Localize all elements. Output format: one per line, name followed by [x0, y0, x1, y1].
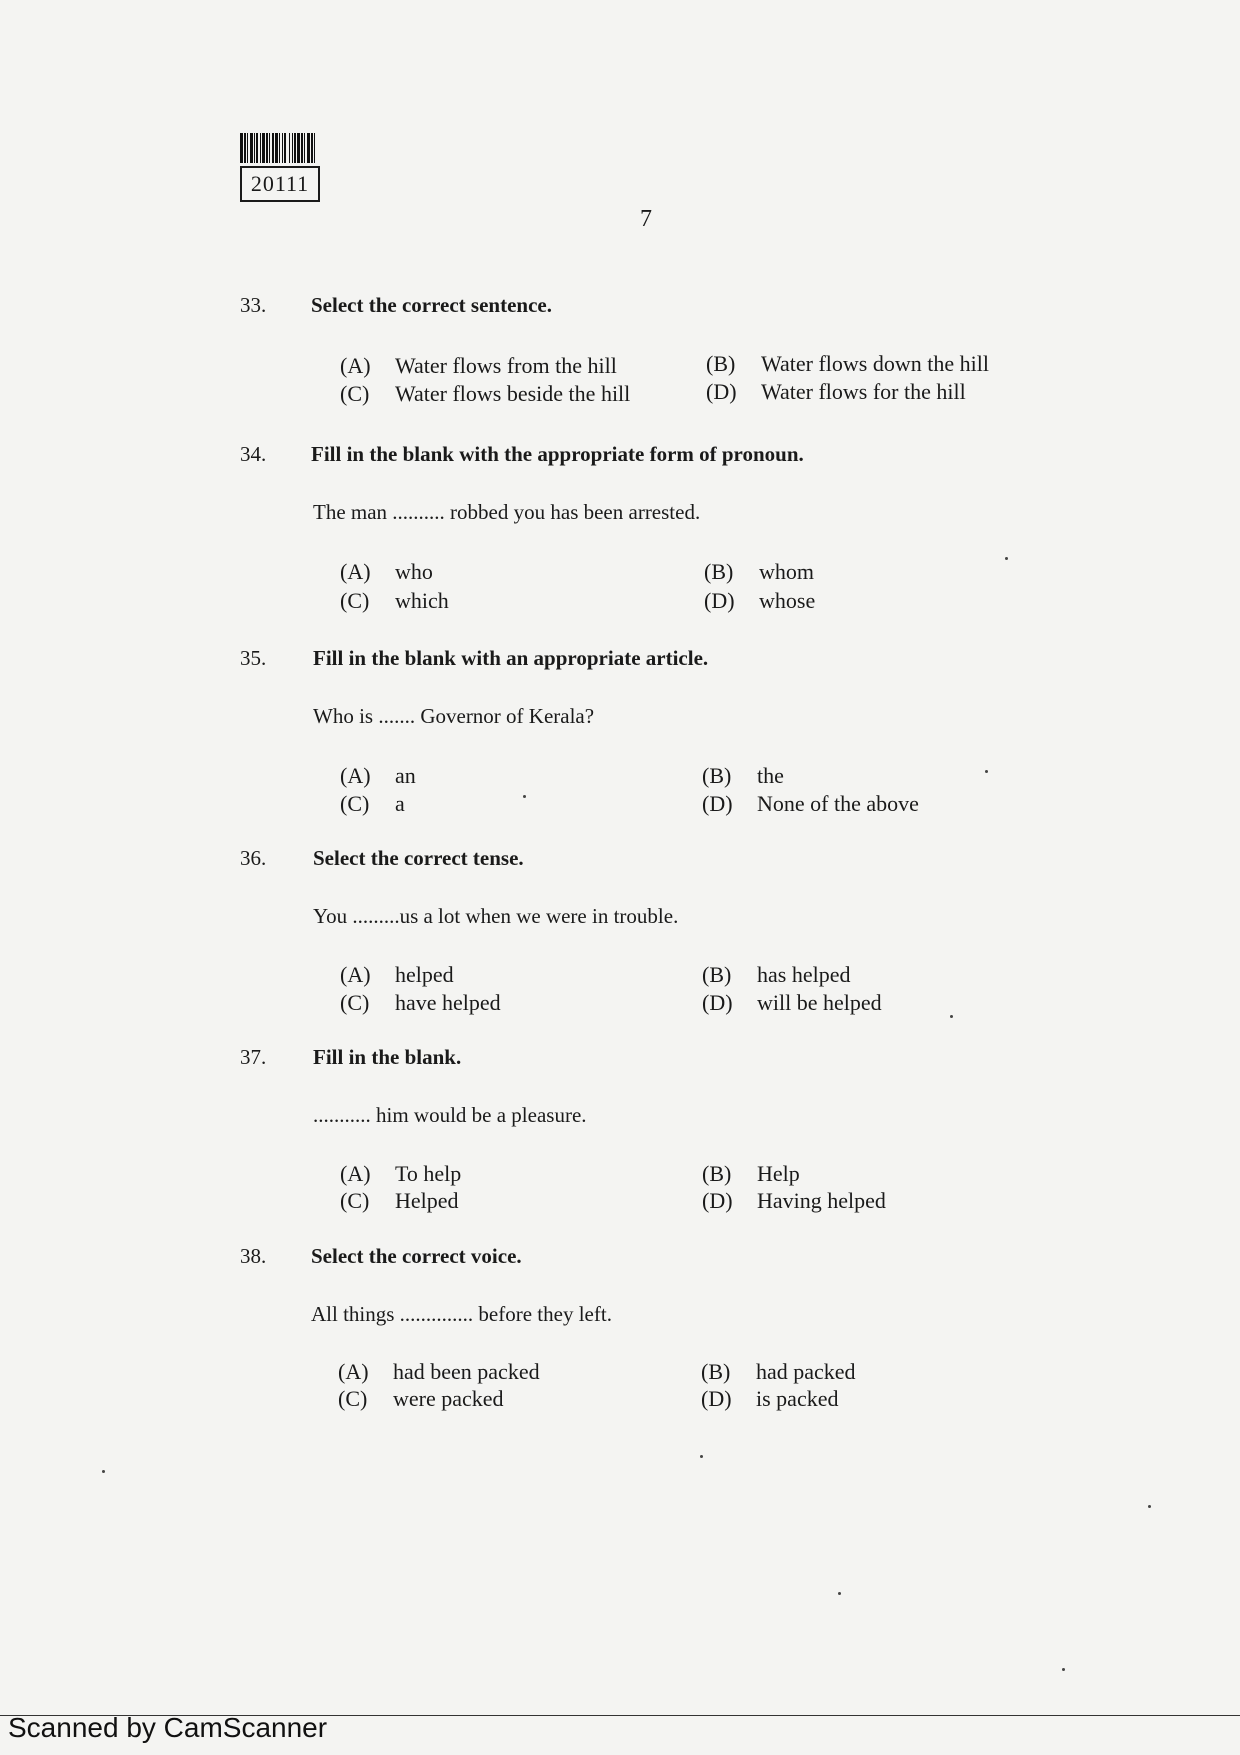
option-a [340, 353, 617, 379]
barcode [240, 133, 396, 163]
option-letter: (C) [340, 990, 370, 1015]
scan-speck [102, 1470, 105, 1473]
option-d [701, 1386, 838, 1412]
option-d [702, 990, 882, 1016]
option-text: which [395, 588, 449, 613]
question-prompt: You .........us a lot when we were in trouble. [313, 904, 679, 928]
option-letter: (B) [701, 1359, 731, 1384]
question-text: Fill in the blank with the appropriate form of pronoun. [311, 442, 804, 466]
option-text: helped [395, 962, 454, 987]
scan-speck [950, 1015, 953, 1018]
option-letter: (C) [338, 1386, 368, 1411]
option-d [706, 379, 966, 405]
scan-speck [1005, 557, 1008, 560]
option-d [702, 791, 919, 817]
option-text: a [395, 791, 405, 816]
question-prompt: The man .......... robbed you has been arrested. [313, 500, 701, 524]
option-b [704, 559, 814, 585]
option-a [340, 559, 433, 585]
option-letter: (D) [706, 379, 737, 404]
question-text: Select the correct sentence. [311, 293, 552, 317]
option-a [340, 962, 454, 988]
question-number: 34. [240, 442, 267, 466]
option-letter: (A) [338, 1359, 369, 1384]
scan-speck [1148, 1505, 1151, 1508]
option-text: has helped [757, 962, 851, 987]
option-a [338, 1359, 540, 1385]
option-letter: (D) [704, 588, 735, 613]
option-text: the [757, 763, 784, 788]
option-b [701, 1359, 856, 1385]
option-text: who [395, 559, 433, 584]
scan-speck [985, 770, 988, 773]
option-text: Water flows down the hill [761, 351, 989, 376]
option-letter: (A) [340, 763, 371, 788]
option-c [340, 381, 630, 407]
option-d [702, 1188, 886, 1214]
scan-speck [700, 1455, 703, 1458]
option-letter: (D) [702, 791, 733, 816]
question-text: Fill in the blank. [313, 1045, 462, 1069]
option-letter: (B) [702, 962, 732, 987]
option-text: To help [395, 1161, 462, 1186]
option-text: None of the above [757, 791, 919, 816]
option-letter: (A) [340, 353, 371, 378]
question-number: 33. [240, 293, 267, 317]
option-b [702, 1161, 800, 1187]
option-letter: (C) [340, 1188, 370, 1213]
option-text: whose [759, 588, 816, 613]
option-letter: (C) [340, 381, 370, 406]
question-text: Select the correct voice. [311, 1244, 522, 1268]
question-number: 35. [240, 646, 267, 670]
scan-speck [838, 1592, 841, 1595]
option-text: an [395, 763, 416, 788]
option-c [340, 588, 449, 614]
paper-code: 20111 [240, 166, 320, 202]
option-c [338, 1386, 504, 1412]
question-prompt: Who is ....... Governor of Kerala? [313, 704, 595, 728]
option-c [340, 990, 501, 1016]
question-number: 37. [240, 1045, 267, 1069]
option-letter: (B) [702, 763, 732, 788]
option-letter: (D) [702, 1188, 733, 1213]
scan-speck [1062, 1668, 1065, 1671]
option-text: Water flows from the hill [395, 353, 617, 378]
option-text: Helped [395, 1188, 459, 1213]
option-text: will be helped [757, 990, 882, 1015]
option-text: had been packed [393, 1359, 540, 1384]
option-letter: (B) [702, 1161, 732, 1186]
option-c [340, 1188, 459, 1214]
question-text: Select the correct tense. [313, 846, 524, 870]
option-text: Water flows for the hill [761, 379, 966, 404]
option-text: whom [759, 559, 814, 584]
option-b [702, 763, 784, 789]
option-text: were packed [393, 1386, 504, 1411]
option-letter: (D) [701, 1386, 732, 1411]
page-number: 7 [640, 206, 652, 232]
question-number: 36. [240, 846, 267, 870]
option-b [702, 962, 850, 988]
scanner-watermark: Scanned by CamScanner [8, 1712, 328, 1743]
question-prompt: All things .............. before they left. [311, 1302, 612, 1326]
option-text: have helped [395, 990, 501, 1015]
option-c [340, 791, 405, 817]
option-d [704, 588, 815, 614]
option-letter: (A) [340, 962, 371, 987]
option-letter: (B) [706, 351, 736, 376]
option-letter: (A) [340, 1161, 371, 1186]
option-letter: (B) [704, 559, 734, 584]
scan-speck [523, 795, 526, 798]
question-text: Fill in the blank with an appropriate article. [313, 646, 709, 670]
option-letter: (A) [340, 559, 371, 584]
option-text: had packed [756, 1359, 856, 1384]
option-letter: (C) [340, 588, 370, 613]
option-b [706, 351, 989, 377]
option-letter: (D) [702, 990, 733, 1015]
option-text: Water flows beside the hill [395, 381, 631, 406]
option-letter: (C) [340, 791, 370, 816]
option-a [340, 1161, 461, 1187]
option-text: Having helped [757, 1188, 886, 1213]
question-prompt: ........... him would be a pleasure. [313, 1103, 587, 1127]
question-number: 38. [240, 1244, 267, 1268]
option-text: Help [757, 1161, 800, 1186]
option-text: is packed [756, 1386, 839, 1411]
option-a [340, 763, 416, 789]
